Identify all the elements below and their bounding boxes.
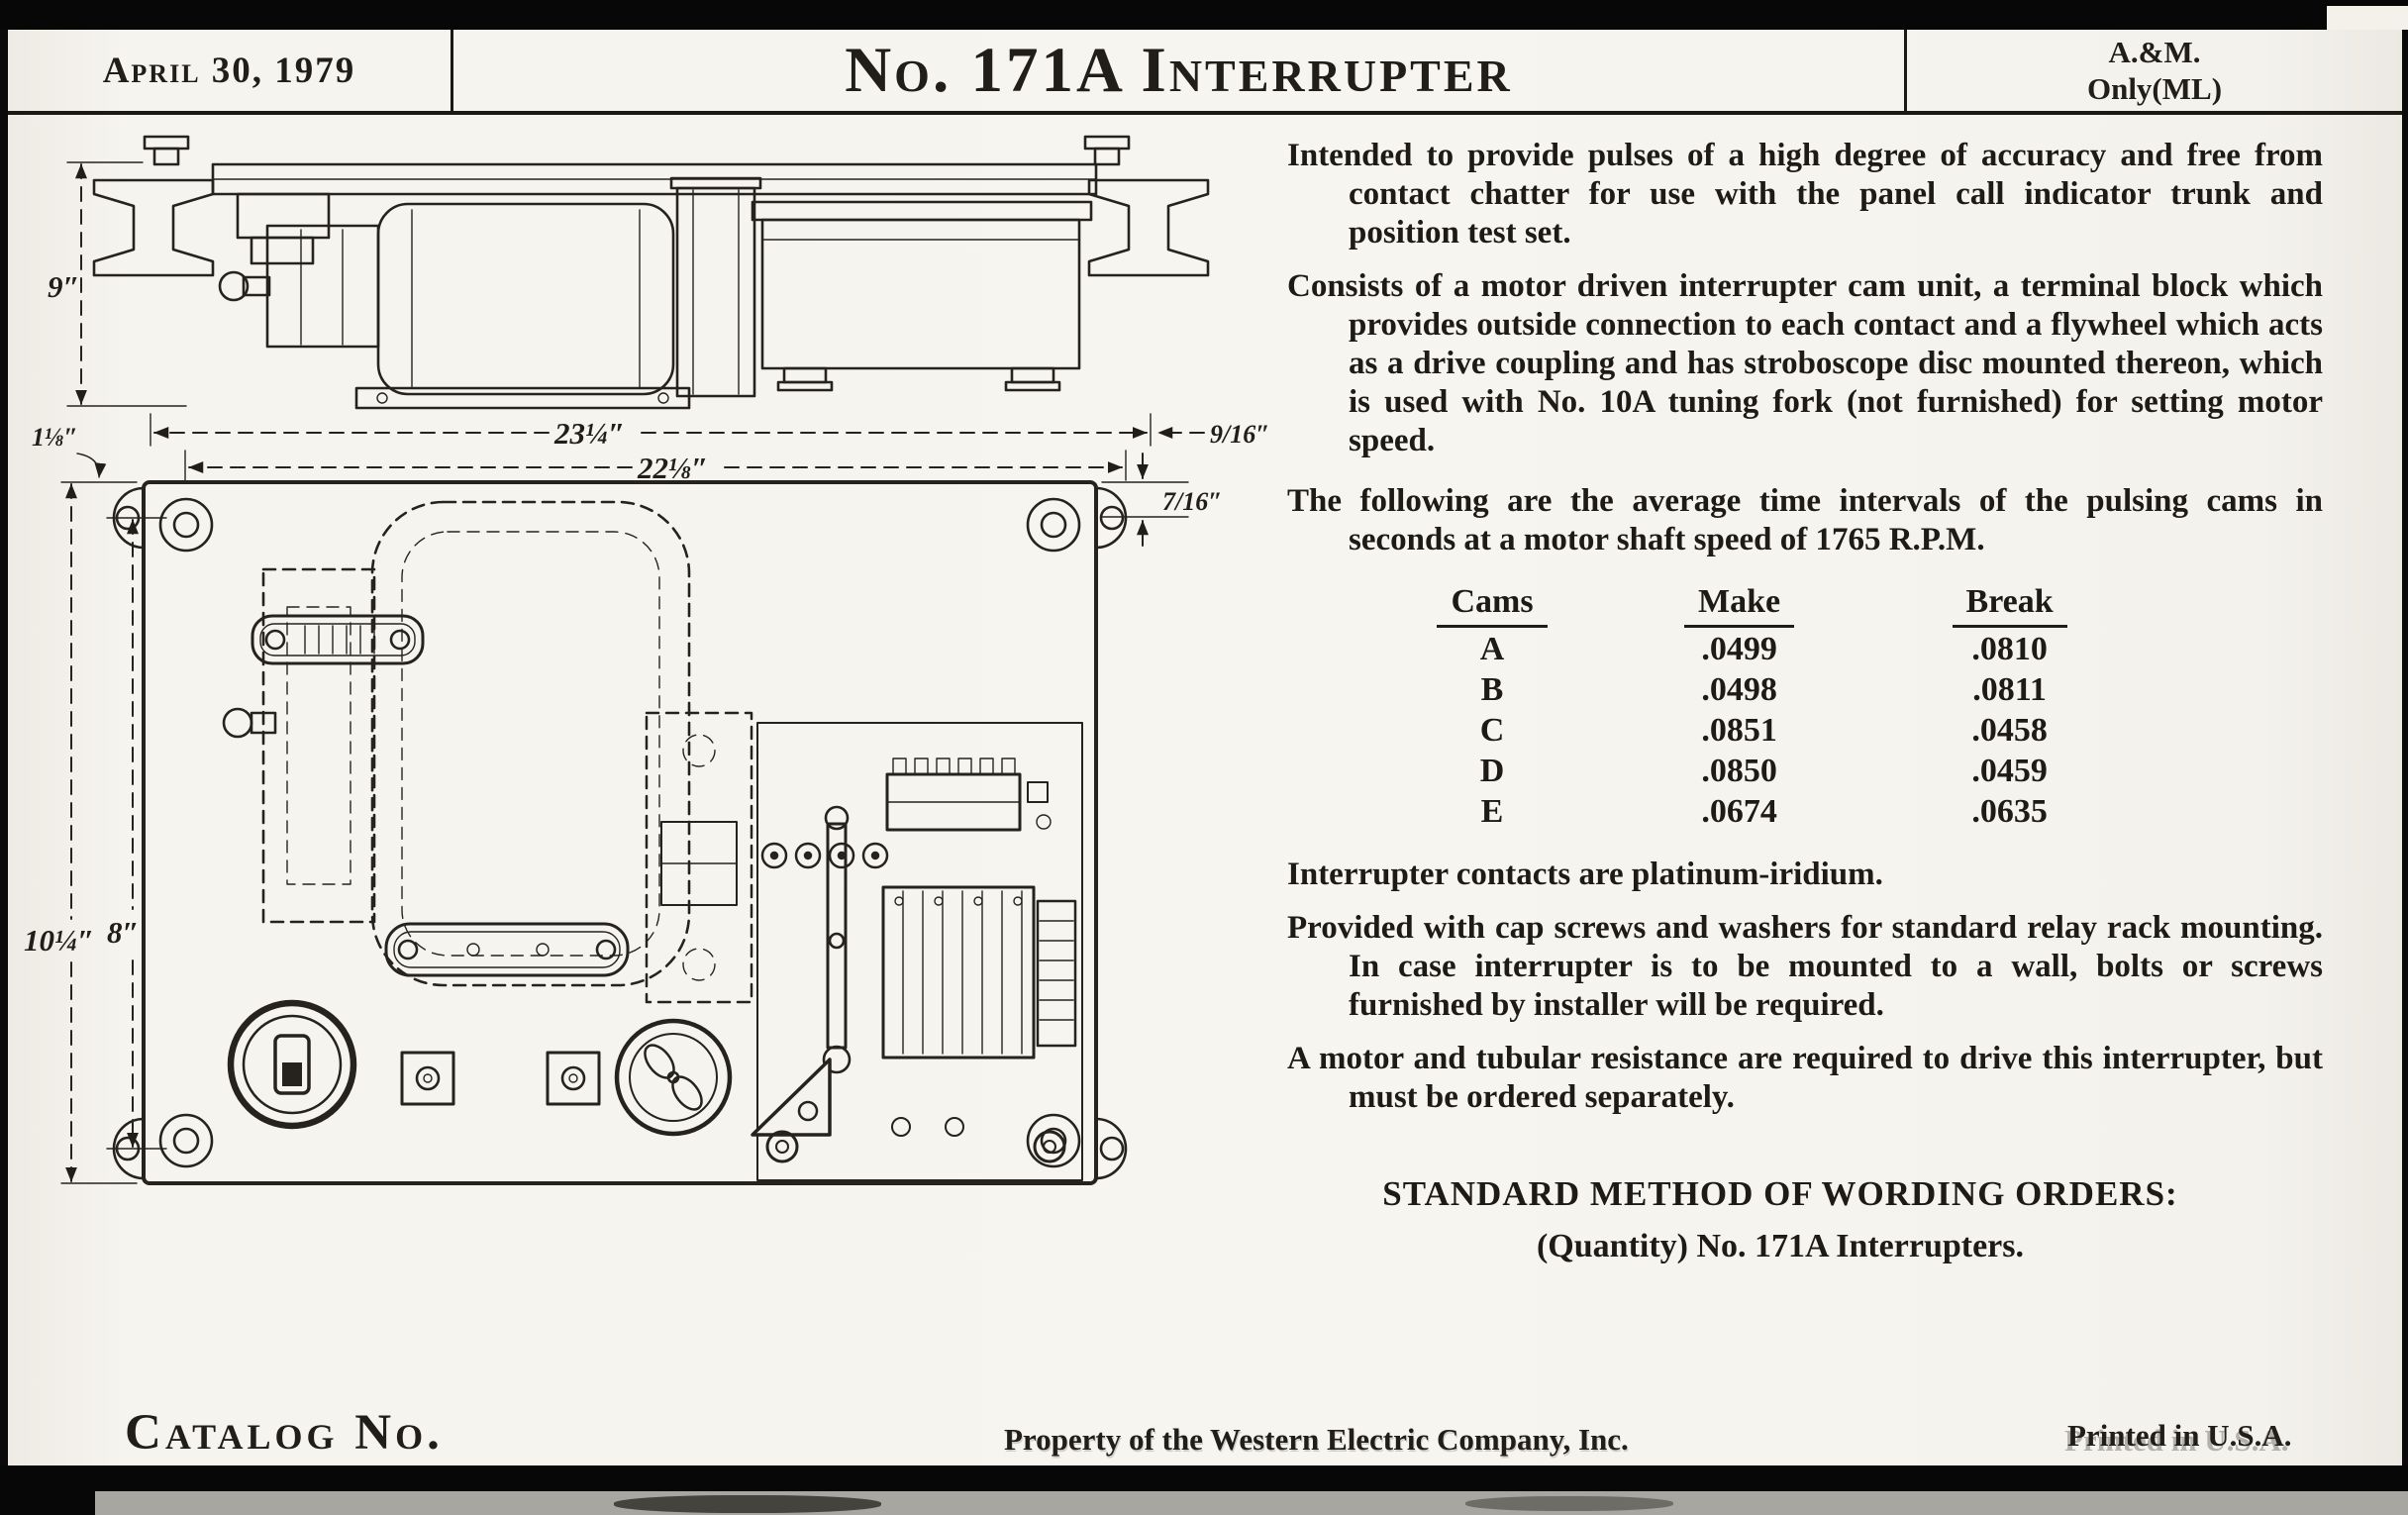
dimension-lines-plan <box>24 482 166 1183</box>
contacts-note: Interrupter contacts are platinum-iridium. <box>1287 857 1883 892</box>
description-column <box>1287 137 2323 1265</box>
scan-smudge <box>614 1495 881 1513</box>
cam-timing-table <box>1376 581 2149 832</box>
col-header-make: Make <box>1608 581 1870 629</box>
dimension-lines-side <box>32 162 1270 546</box>
dim-9-16-label: 9/16″ <box>1210 420 1270 449</box>
cam-letter: B <box>1480 671 1504 708</box>
cam-letter: A <box>1479 631 1505 667</box>
make-value: .0850 <box>1701 753 1777 789</box>
scan-border-bottom <box>0 1465 2408 1515</box>
break-value: .0635 <box>1971 793 2048 830</box>
intro-paragraph: Intended to provide pulses of a high degree of accuracy and free from contact chatter for use with the panel call indicator trunk and position test set. <box>1287 138 2323 251</box>
dim-7-16-label: 7/16″ <box>1162 487 1223 516</box>
orders-line: (Quantity) No. 171A Interrupters. <box>1536 1228 2025 1264</box>
table-header-row <box>1376 581 2149 629</box>
mounting-bolt <box>1085 137 1129 164</box>
contact-springs <box>1038 901 1075 1046</box>
lever-arm <box>824 807 850 1072</box>
terminal-bar <box>386 924 628 975</box>
cam-letter: C <box>1479 712 1505 749</box>
table-row <box>1376 751 2149 791</box>
title-cell <box>453 30 1907 111</box>
scan-notch <box>2327 6 2408 30</box>
printed-in-usa: Printed in U.S.A. <box>2067 1418 2292 1453</box>
page-header <box>8 30 2402 115</box>
page-title: No. 171A Interrupter <box>845 34 1513 106</box>
table-row <box>1376 710 2149 751</box>
construction-paragraph: Consists of a motor driven interrupter cam unit, a terminal block which provides outside connection to each contact and a flywheel which acts as a drive coupling and has stroboscope disc mounted thereon, which is used with No. 10A tuning fork (not furnished) for setting motor speed. <box>1287 268 2323 458</box>
audience-line-1: A.&M. <box>2108 35 2201 69</box>
dim-width-23-label: 23¼″ <box>554 416 626 451</box>
audience-cell <box>1907 30 2402 111</box>
scan-smudge <box>1465 1496 1673 1511</box>
plan-view <box>114 482 1126 1183</box>
flywheel <box>231 1003 353 1126</box>
table-row <box>1376 629 2149 669</box>
cam-letter: D <box>1479 753 1505 789</box>
issue-date <box>8 30 453 111</box>
make-value: .0674 <box>1701 793 1777 830</box>
break-value: .0811 <box>1972 671 2047 708</box>
scan-border-top <box>0 0 2408 30</box>
catalog-no-label: Catalog No. <box>125 1405 444 1461</box>
motor-note: A motor and tubular resistance are required to drive this interrupter, but must be ordered separately. <box>1287 1041 2323 1115</box>
table-row <box>1376 791 2149 832</box>
drive-coupling <box>617 1021 730 1134</box>
dim-height-9-label: 9″ <box>48 269 80 304</box>
dim-1-18-label: 1⅛″ <box>32 423 78 452</box>
corner-bolt-holes <box>160 499 1079 1166</box>
timing-intro-paragraph: The following are the average time intervals of the pulsing cams in seconds at a motor shaft speed of 1765 R.P.M. <box>1287 483 2323 557</box>
terminal-block <box>887 758 1051 830</box>
dim-height-10-label: 10¼″ <box>24 923 95 958</box>
ordering-section <box>1287 1174 2323 1265</box>
orders-heading: STANDARD METHOD OF WORDING ORDERS: <box>1382 1174 2178 1213</box>
col-header-break: Break <box>1870 581 2149 629</box>
audience-line-2: Only(ML) <box>2086 71 2223 106</box>
break-value: .0458 <box>1971 712 2048 749</box>
make-value: .0499 <box>1701 631 1777 667</box>
mounting-bolt <box>145 137 188 164</box>
cam-stack <box>883 887 1034 1058</box>
bolt-row <box>762 844 887 867</box>
break-value: .0459 <box>1971 753 2048 789</box>
document-page <box>8 30 2402 1465</box>
scan-strip <box>95 1491 2408 1515</box>
mounting-note: Provided with cap screws and washers for standard relay rack mounting. In case interrupter is to be mounted to a wall, bolts or screws furnished by installer will be required. <box>1287 910 2323 1023</box>
make-value: .0851 <box>1701 712 1777 749</box>
col-header-cams: Cams <box>1376 581 1608 629</box>
break-value: .0810 <box>1971 631 2048 667</box>
dim-width-22-label: 22⅛″ <box>638 451 709 485</box>
table-row <box>1376 669 2149 710</box>
issue-date-text: April 30, 1979 <box>102 50 356 91</box>
make-value: .0498 <box>1701 671 1777 708</box>
cam-letter: E <box>1480 793 1504 830</box>
dim-height-8-label: 8″ <box>107 915 140 950</box>
property-notice: Property of the Western Electric Company, Inc. <box>1004 1422 1629 1457</box>
side-elevation-view <box>94 137 1208 408</box>
motor-strap <box>252 616 423 663</box>
